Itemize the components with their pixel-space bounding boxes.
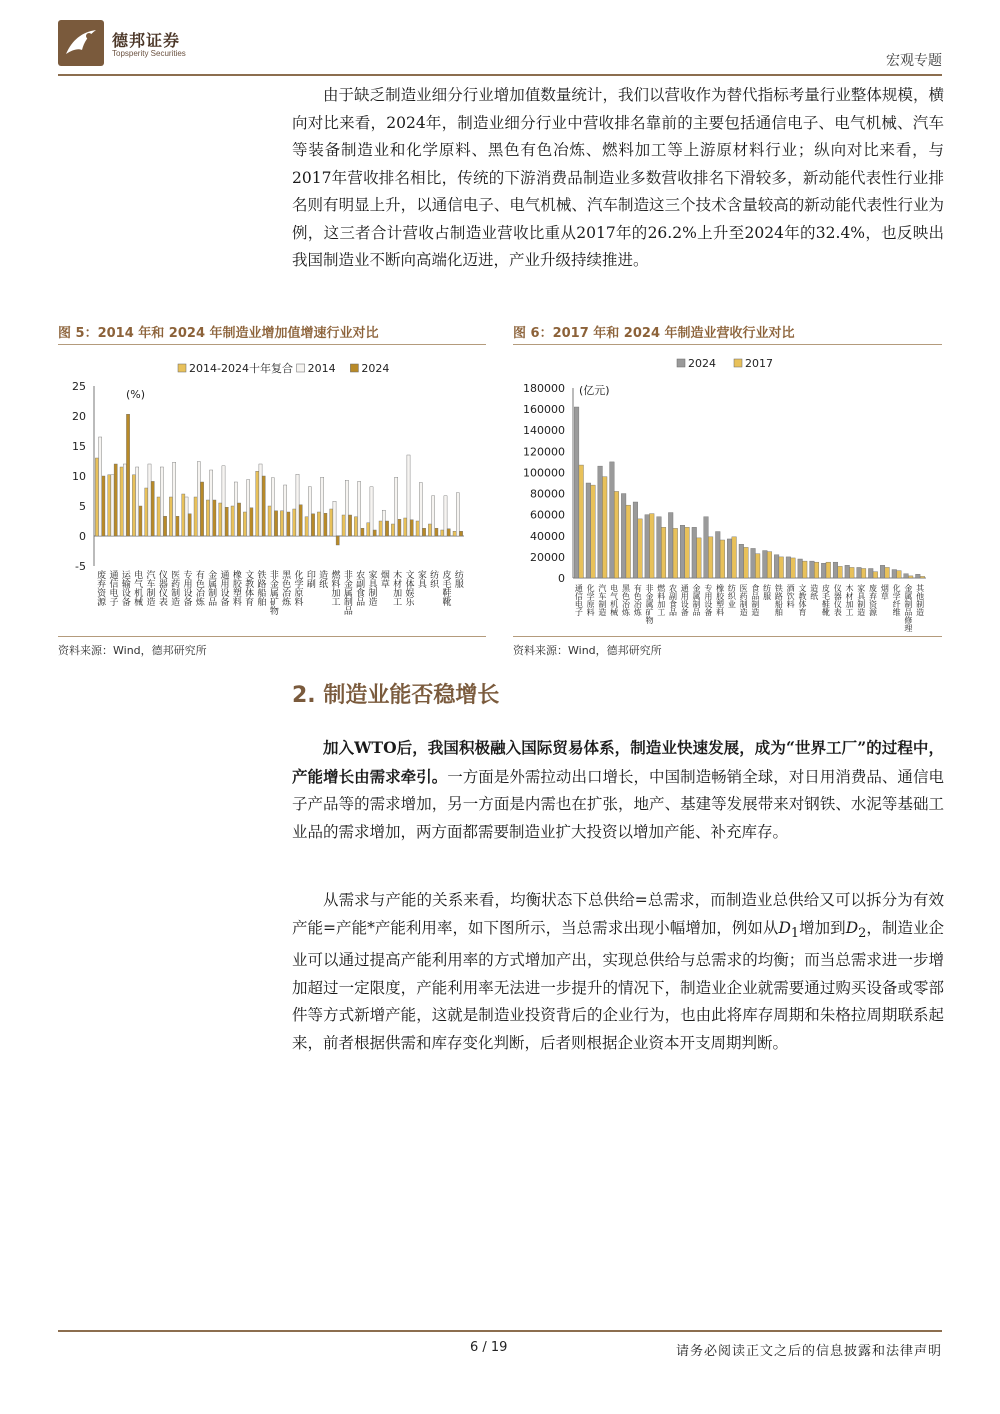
bar-1-24 — [395, 477, 398, 536]
x-category-label-20: 非金属制品 — [341, 570, 352, 615]
legend-swatch-0 — [677, 359, 685, 367]
y-tick-label-4: 80000 — [530, 487, 565, 501]
x-category-label-3: 电气机械 — [609, 584, 619, 616]
bar-0-19 — [798, 559, 803, 578]
bar-1-17 — [779, 557, 784, 578]
bar-1-14 — [271, 478, 274, 536]
x-category-label-7: 燃料加工 — [656, 584, 666, 616]
bar-0-3 — [132, 475, 135, 536]
bar-0-21 — [821, 563, 826, 578]
bar-0-26 — [880, 565, 885, 578]
bar-2-29 — [459, 531, 462, 536]
section-title: 2. 制造业能否稳增长 — [292, 683, 500, 708]
bar-1-22 — [370, 487, 373, 536]
bar-0-4 — [621, 494, 626, 578]
bar-1-28 — [444, 496, 447, 536]
bar-0-28 — [904, 574, 909, 578]
figure-5-top-rule — [58, 344, 486, 345]
y-tick-label-8: 160000 — [523, 403, 565, 417]
bar-0-8 — [668, 513, 673, 578]
bar-2-5 — [163, 516, 166, 536]
bar-0-9 — [206, 500, 209, 536]
y-tick-label-4: 15 — [72, 440, 86, 453]
page-number: 6 / 19 — [470, 1340, 508, 1355]
x-category-label-25: 废弃资源 — [868, 584, 878, 616]
legend-label-0: 2014-2024十年复合 — [189, 362, 293, 375]
bar-1-23 — [382, 510, 385, 536]
bar-2-24 — [398, 519, 401, 536]
bar-2-0 — [102, 476, 105, 536]
x-category-label-18: 造纸 — [317, 570, 328, 588]
legend-swatch-1 — [734, 359, 742, 367]
bar-2-1 — [114, 464, 117, 536]
x-category-label-29: 纺服 — [452, 570, 463, 588]
bar-1-20 — [345, 480, 348, 536]
x-category-label-28: 金属制品修理 — [903, 584, 913, 632]
x-category-label-23: 烟草 — [378, 570, 389, 588]
bar-0-20 — [810, 561, 815, 578]
bar-1-15 — [755, 554, 760, 578]
paragraph-3-mid: 增加到 — [799, 918, 846, 937]
x-category-label-9: 通用设备 — [680, 584, 690, 616]
bar-2-11 — [237, 503, 240, 536]
legend-swatch-0 — [178, 364, 186, 372]
x-category-label-15: 食品制造 — [750, 584, 760, 616]
bar-2-4 — [151, 481, 154, 536]
x-category-label-2: 运输设备 — [119, 570, 130, 606]
x-category-label-21: 农副食品 — [354, 570, 365, 606]
x-category-label-27: 纺织 — [428, 570, 439, 588]
x-category-label-19: 文教体育 — [797, 584, 807, 616]
bar-0-22 — [367, 523, 370, 536]
figure-6-title: 图 6：2017 年和 2024 年制造业营收行业对比 — [513, 326, 795, 341]
x-category-label-26: 家具 — [415, 570, 426, 588]
bar-0-10 — [692, 527, 697, 578]
header-divider — [58, 74, 942, 76]
x-category-label-1: 通信电子 — [107, 570, 118, 606]
bar-1-28 — [908, 576, 913, 578]
figure-5-title: 图 5：2014 年和 2024 年制造业增加值增速行业对比 — [58, 326, 379, 341]
bar-1-18 — [791, 558, 796, 578]
y-tick-label-2: 5 — [79, 500, 86, 513]
bar-1-16 — [767, 552, 772, 578]
x-category-label-21: 皮毛鞋靴 — [821, 584, 831, 616]
bar-2-8 — [200, 482, 203, 536]
bar-0-23 — [379, 521, 382, 536]
bar-1-25 — [407, 455, 410, 536]
x-category-label-16: 化学原料 — [292, 570, 303, 606]
x-category-label-19: 燃料加工 — [329, 570, 340, 606]
x-category-label-2: 汽车制造 — [597, 584, 607, 616]
footer-disclaimer: 请务必阅读正文之后的信息披露和法律声明 — [675, 1344, 942, 1359]
x-category-label-20: 造纸 — [809, 584, 819, 600]
x-category-label-6: 医药制造 — [169, 570, 180, 606]
x-category-label-3: 电气机械 — [132, 570, 143, 606]
body-paragraph-3 — [292, 887, 944, 1057]
bar-2-9 — [213, 500, 216, 536]
bar-0-29 — [916, 574, 921, 578]
x-category-label-23: 木材加工 — [845, 584, 855, 616]
y-tick-label-9: 180000 — [523, 382, 565, 395]
bar-2-25 — [410, 520, 413, 536]
bar-1-1 — [111, 475, 114, 536]
bar-0-23 — [845, 565, 850, 578]
bar-0-28 — [441, 530, 444, 536]
bar-0-12 — [715, 532, 720, 578]
bar-1-20 — [814, 562, 819, 578]
y-tick-label-0: -5 — [75, 560, 86, 573]
body-paragraph-2 — [292, 734, 944, 846]
bar-0-18 — [786, 557, 791, 578]
bar-1-3 — [614, 491, 619, 578]
logo-glyph-icon — [58, 20, 104, 66]
symbol-d1: D — [778, 918, 791, 937]
x-category-label-9: 金属制品 — [206, 570, 217, 606]
bar-0-15 — [280, 511, 283, 536]
body-paragraph-1: 由于缺乏制造业细分行业增加值数量统计，我们以营收作为替代指标考量行业整体规模，横向对比来看，2024年，制造业细分行业中营收排名靠前的主要包括通信电子、电气机械、汽车等装备制造业和化学原料、黑色有色冶炼、燃料加工等上游原材料行业；纵向对比来看，与2017年营收排名相比，传统的下游消费品制造业多数营收排名下滑较多，新动能代表性行业排名则有明显上升，以通信电子、电气机械、汽车制造这三个技术含量较高的新动能代表性行业为例，这三者合计营收占制造业营收比重从2017年的26.2%上升至2024年的32.4%，也反映出我国制造业不断向高端化迈进，产业升级持续推进。 — [292, 86, 944, 269]
bar-1-11 — [708, 537, 713, 578]
bar-0-24 — [857, 567, 862, 578]
x-category-label-17: 印刷 — [304, 570, 315, 588]
x-category-label-5: 有色冶炼 — [633, 584, 643, 616]
y-axis-unit-label: (%) — [126, 388, 146, 401]
bar-1-7 — [661, 527, 666, 578]
y-tick-label-1: 20000 — [530, 550, 565, 564]
bar-1-15 — [284, 485, 287, 536]
x-category-label-22: 仪器仪表 — [833, 584, 843, 616]
x-category-label-22: 家具制造 — [366, 570, 377, 606]
bar-1-4 — [626, 505, 631, 578]
bar-0-20 — [342, 515, 345, 536]
bar-1-0 — [99, 437, 102, 536]
x-category-label-6: 非金属矿物 — [644, 584, 654, 624]
x-category-label-24: 家具制造 — [856, 584, 866, 616]
bar-1-25 — [873, 572, 878, 578]
bar-1-22 — [838, 566, 843, 578]
bar-1-6 — [649, 514, 654, 578]
x-category-label-12: 橡胶塑料 — [715, 584, 725, 616]
legend-swatch-2 — [350, 364, 358, 372]
x-category-label-25: 文体娱乐 — [403, 570, 414, 606]
y-tick-label-6: 120000 — [523, 445, 565, 459]
bar-2-28 — [447, 529, 450, 536]
bar-1-19 — [333, 501, 336, 536]
bar-1-12 — [720, 540, 725, 578]
bar-0-16 — [763, 551, 768, 578]
bar-1-13 — [732, 537, 737, 578]
bar-1-19 — [802, 561, 807, 578]
bar-0-27 — [428, 524, 431, 536]
x-category-label-13: 纺织业 — [727, 584, 737, 608]
bar-1-13 — [259, 464, 262, 536]
x-category-label-16: 纺服 — [762, 584, 772, 600]
bar-1-0 — [579, 465, 584, 578]
x-category-label-12: 文教体育 — [243, 570, 254, 606]
x-category-label-15: 黑色冶炼 — [280, 570, 291, 606]
x-category-label-14: 非金属矿物 — [267, 570, 278, 615]
bar-0-21 — [354, 517, 357, 536]
bar-0-6 — [645, 515, 650, 578]
x-category-label-24: 木材加工 — [391, 570, 402, 606]
bar-0-6 — [169, 497, 172, 536]
bar-2-27 — [435, 528, 438, 536]
bar-1-2 — [123, 464, 126, 536]
x-category-label-13: 铁路船舶 — [255, 570, 266, 606]
paragraph-3-part-b: ，制造业企业可以通过提高产能利用率的方式增加产出，实现总供给与总需求的均衡；而当总需求进一步增加超过一定限度，产能利用率无法进一步提升的情况下，制造业企业就需要通过购买设备或零部件等方式新增产能，这就是制造业投资背后的企业行为，也由此将库存周期和朱格拉周期联系起来，前者根据供需和库存变化判断，后者则根据企业资本开支周期判断。 — [292, 918, 944, 1052]
bar-0-22 — [833, 562, 838, 578]
bar-2-18 — [324, 513, 327, 536]
bar-1-12 — [247, 480, 250, 536]
bar-1-8 — [673, 528, 678, 578]
x-category-label-29: 其他制造 — [915, 584, 925, 616]
x-category-label-10: 通用设备 — [218, 570, 229, 606]
bar-2-2 — [126, 414, 129, 536]
figure-6-source: 资料来源：Wind，德邦研究所 — [513, 644, 662, 657]
bar-1-9 — [685, 527, 690, 578]
figure-5-source: 资料来源：Wind，德邦研究所 — [58, 644, 207, 657]
y-tick-label-3: 10 — [72, 470, 86, 483]
bar-0-11 — [704, 517, 709, 578]
bar-2-21 — [361, 528, 364, 536]
symbol-d2: D — [845, 918, 859, 937]
x-category-label-4: 汽车制造 — [144, 570, 155, 606]
bar-2-6 — [176, 516, 179, 536]
symbol-d2-subscript: 2 — [858, 925, 867, 941]
bar-2-16 — [299, 505, 302, 536]
bar-1-14 — [744, 547, 749, 578]
bar-0-13 — [727, 539, 732, 578]
bar-0-5 — [633, 502, 638, 578]
bar-0-7 — [657, 517, 662, 578]
y-tick-label-6: 25 — [72, 380, 86, 393]
y-axis-unit-label: (亿元) — [579, 384, 610, 397]
x-category-label-4: 黑色冶炼 — [621, 584, 631, 616]
paragraph-3-part-a: 从需求与产能的关系来看，均衡状态下总供给=总需求，而制造业总供给又可以拆分为有效产能=产能*产能利用率，如下图所示，当总需求出现小幅增加，例如从 — [292, 891, 944, 937]
y-tick-label-3: 60000 — [530, 508, 565, 522]
bar-2-10 — [225, 507, 228, 536]
footer-divider — [58, 1330, 942, 1332]
bar-1-26 — [885, 567, 890, 578]
bar-1-21 — [826, 562, 831, 578]
bar-0-3 — [610, 462, 615, 578]
y-tick-label-5: 20 — [72, 410, 86, 423]
bar-1-23 — [850, 567, 855, 578]
x-category-label-26: 烟草 — [880, 584, 890, 600]
bar-2-26 — [422, 528, 425, 536]
y-tick-label-5: 100000 — [523, 466, 565, 480]
bar-1-27 — [897, 571, 902, 578]
y-tick-label-2: 40000 — [530, 529, 565, 543]
paragraph-2-bold-lead: 加入WTO后，我国积极融入国际贸易体系，制造业快速发展，成为“世界工厂”的过程中，产能增长由需求牵引。 — [292, 738, 944, 786]
bar-0-19 — [330, 509, 333, 536]
x-category-label-8: 有色冶炼 — [193, 570, 204, 606]
bar-0-24 — [391, 524, 394, 536]
bar-0-15 — [751, 548, 756, 578]
bar-2-3 — [139, 506, 142, 536]
y-tick-label-0: 0 — [558, 572, 565, 585]
bar-0-27 — [892, 570, 897, 578]
bar-1-4 — [148, 464, 151, 536]
brand-logo-icon — [58, 20, 104, 66]
bar-1-5 — [638, 519, 643, 578]
bar-1-21 — [358, 481, 361, 536]
x-category-label-0: 废弃资源 — [95, 570, 106, 606]
report-category: 宏观专题 — [886, 53, 942, 69]
brand-name-cn: 德邦证券 — [112, 31, 181, 50]
figure-5-bottom-rule — [58, 636, 486, 637]
bar-1-29 — [456, 493, 459, 536]
figure-6-top-rule — [513, 344, 942, 345]
bar-1-24 — [861, 569, 866, 579]
bar-0-7 — [182, 494, 185, 536]
bar-1-8 — [197, 462, 200, 536]
bar-0-2 — [598, 466, 603, 578]
y-tick-label-7: 140000 — [523, 424, 565, 438]
bar-0-18 — [317, 512, 320, 536]
bar-1-16 — [296, 474, 299, 536]
x-category-label-18: 酒饮料 — [786, 584, 796, 608]
legend-label-1: 2014 — [307, 362, 336, 375]
bar-1-10 — [222, 466, 225, 536]
bar-1-1 — [591, 485, 596, 578]
bar-0-1 — [586, 483, 591, 578]
bar-0-9 — [680, 525, 685, 578]
bar-2-7 — [188, 514, 191, 536]
bar-0-11 — [231, 506, 234, 536]
bar-1-3 — [136, 467, 139, 536]
bar-1-17 — [308, 487, 311, 536]
x-category-label-14: 医药制造 — [739, 584, 749, 616]
legend-label-1: 2017 — [745, 357, 773, 370]
bar-0-12 — [243, 512, 246, 536]
bar-2-22 — [373, 530, 376, 536]
bar-0-29 — [453, 531, 456, 536]
bar-2-19 — [336, 536, 339, 545]
x-category-label-8: 农副食品 — [668, 584, 678, 616]
figure-6-chart — [513, 348, 942, 633]
x-category-label-11: 专用设备 — [703, 584, 713, 616]
bar-0-14 — [268, 506, 271, 536]
bar-1-26 — [419, 483, 422, 536]
bar-1-5 — [160, 467, 163, 536]
bar-1-2 — [602, 477, 607, 578]
bar-0-13 — [256, 471, 259, 536]
bar-0-0 — [574, 407, 579, 578]
y-tick-label-1: 0 — [79, 530, 86, 543]
x-category-label-17: 铁路船舶 — [774, 584, 784, 616]
bar-0-0 — [95, 458, 98, 536]
bar-0-16 — [293, 509, 296, 536]
x-category-label-0: 通信电子 — [574, 584, 584, 616]
x-category-label-10: 金属制品 — [692, 584, 702, 616]
bar-1-29 — [920, 576, 925, 578]
legend-swatch-1 — [297, 364, 305, 372]
bar-1-11 — [234, 482, 237, 536]
bar-2-13 — [262, 476, 265, 536]
bar-0-10 — [219, 503, 222, 536]
paragraph-2-rest: 一方面是外需拉动出口增长，中国制造畅销全球，对日用消费品、通信电子产品等的需求增加，另一方面是内需也在扩张，地产、基建等发展带来对钢铁、水泥等基础工业品的需求增加，两方面都需要制造业扩大投资以增加产能、补充库存。 — [292, 767, 944, 841]
bar-2-17 — [311, 514, 314, 536]
symbol-d1-subscript: 1 — [790, 925, 800, 941]
bar-0-2 — [120, 467, 123, 536]
x-category-label-27: 化学纤维 — [892, 584, 902, 616]
x-category-label-7: 专用设备 — [181, 570, 192, 606]
x-category-label-11: 橡胶塑料 — [230, 570, 241, 606]
brand-name-en: Topsperity Securities — [112, 49, 186, 58]
bar-2-20 — [348, 515, 351, 536]
bar-1-27 — [432, 496, 435, 536]
bar-2-23 — [385, 521, 388, 536]
bar-2-15 — [287, 512, 290, 536]
bar-2-14 — [274, 511, 277, 536]
bar-0-14 — [739, 544, 744, 578]
bar-1-6 — [173, 462, 176, 536]
figure-5-chart — [58, 348, 486, 633]
x-category-label-5: 仪器仪表 — [156, 570, 167, 606]
figure-6-bottom-rule — [513, 636, 942, 637]
page-header — [58, 18, 942, 76]
bar-0-17 — [774, 555, 779, 578]
x-category-label-1: 化学原料 — [586, 584, 596, 616]
bar-0-5 — [157, 497, 160, 536]
bar-0-8 — [194, 497, 197, 536]
bar-1-7 — [185, 497, 188, 536]
bar-0-17 — [305, 517, 308, 536]
bar-2-12 — [250, 508, 253, 536]
legend-label-0: 2024 — [688, 357, 716, 370]
legend-label-2: 2024 — [361, 362, 390, 375]
bar-0-26 — [416, 521, 419, 536]
bar-1-10 — [697, 538, 702, 578]
bar-0-25 — [404, 518, 407, 536]
bar-0-1 — [108, 475, 111, 536]
x-category-label-28: 皮毛鞋靴 — [440, 570, 451, 606]
bar-1-18 — [321, 477, 324, 536]
bar-0-25 — [868, 569, 873, 579]
bar-1-9 — [210, 470, 213, 536]
bar-0-4 — [145, 488, 148, 536]
